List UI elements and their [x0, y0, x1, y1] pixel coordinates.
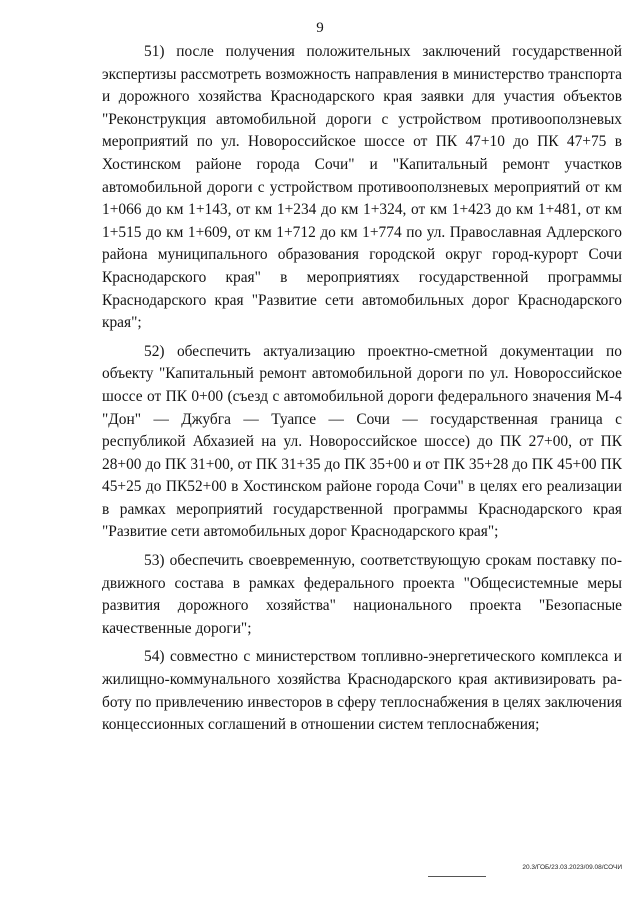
paragraph-53: 53) обеспечить своевременную, соответствующую срокам поставку подвижного состава в рамках федерального проекта "Общесистемные меры развития дорожного хозяйства" национального проекта "Безопасные качественные дороги"; [102, 552, 622, 637]
paragraph-52: 52) обеспечить актуализацию проектно-сметной документации по объекту "Капитальный ремонт автомобильной дороги по ул. Новороссийское шоссе от ПК 0+00 (съезд с автомобильной дороги федерального значения М-4 "Дон" — Джубга — Туапсе — Сочи — государственная граница с республикой Абхазией на ул. Новороссийское шоссе) до ПК 27+00, от ПК 28+00 до ПК 31+00, от ПК 31+35 до ПК 35+00 и от ПК 35+28 до ПК 45+00 ПК 45+25 до ПК52+00 в Хостинском районе города Сочи" в целях его реализации в рамках мероприятий государственной программы Краснодарского края "Развитие сети автомобильных дорог Краснодарского края"; [102, 342, 622, 541]
footer-divider [428, 876, 486, 877]
paragraph-54: 54) совместно с министерством топливно-энергетического комплекса и жилищно-коммунального хозяйства Краснодарского края активизировать работу по привлечению инвесторов в сферу теплоснабжения в целях заключения концессионных соглашений в отношении систем теплоснабжения; [102, 648, 622, 734]
paragraph-51: 51) после получения положительных заключений государственной экспертизы рассмотреть возможность направления в министерство транспорта и дорожного хозяйства Краснодарского края заявки для участия объектов "Реконструкция автомобильной дороги с устройством противооползневых мероприятий по ул. Новороссийское шоссе от ПК 47+10 до ПК 47+75 в Хостинском районе города Сочи" и "Капитальный ремонт участков автомобильной дороги с устройством противооползневых мероприятий от км 1+066 до км 1+143, от км 1+234 до км 1+324, от км 1+423 до км 1+481, от км 1+515 до км 1+609, от км 1+712 до км 1+774 по ул. Православная Адлерского района муниципального образования городской округ город-курорт Сочи Краснодарского края" в мероприятиях государственной программы Краснодарского края "Развитие сети автомобильных дорог Краснодарского края"; [102, 43, 622, 332]
document-body [102, 41, 622, 737]
page-number: 9 [316, 20, 324, 36]
footer-document-code: 20.3/ГОБ/23.03.2023/09.08/СОЧИ [522, 864, 622, 871]
